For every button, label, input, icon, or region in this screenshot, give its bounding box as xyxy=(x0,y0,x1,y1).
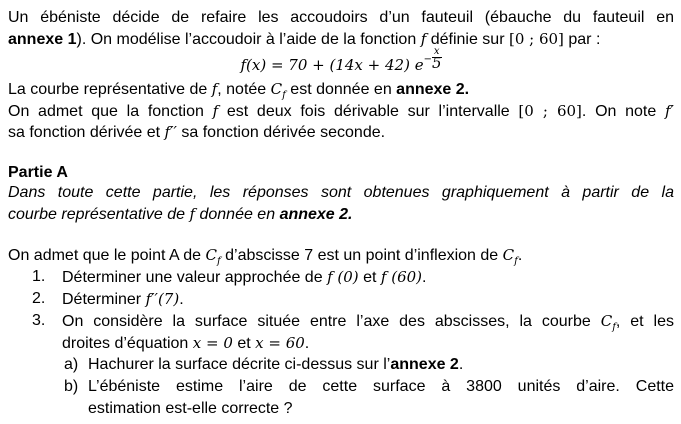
inflexion-text-1: On admet que le point A de xyxy=(8,247,202,264)
question-3-part-a: On considère la surface située entre l’axe des abscisses, la courbe xyxy=(62,313,591,330)
function-f: f xyxy=(420,30,427,48)
curve-c: C xyxy=(270,80,283,98)
curve-c-3: C xyxy=(502,246,515,264)
annexe-1-ref: annexe 1 xyxy=(8,31,77,48)
question-3b-line-1: L’ébéniste estime l’aire de cette surface à 3800 unités d’aire. Cette xyxy=(88,378,674,395)
formula-main: f(x) = 70 + (14x + 42) e xyxy=(240,56,424,74)
function-f-2: f xyxy=(211,80,218,98)
curve-cf-4 xyxy=(600,312,616,333)
question-3-and: et xyxy=(237,335,251,352)
intro-line-2 xyxy=(8,29,674,50)
formula-exp-fraction xyxy=(431,46,442,73)
question-1-number: 1. xyxy=(32,268,46,285)
intro-line-6 xyxy=(8,122,674,143)
line-x-60: x = 60 xyxy=(255,334,305,352)
question-3-period: . xyxy=(304,335,310,352)
instruction-text-3: donnée en xyxy=(199,206,276,223)
function-f-3: f xyxy=(212,102,219,120)
part-a-title xyxy=(8,163,674,183)
intro-text-1: Un ébéniste décide de refaire les accoudoirs d’un fauteuil (ébauche du fauteuil en xyxy=(8,9,674,26)
question-1-and: et xyxy=(363,269,377,286)
question-1-period: . xyxy=(422,269,427,286)
question-3b-letter: b) xyxy=(64,378,79,395)
part-a-instruction-2 xyxy=(8,204,674,225)
intro-text-9: est deux fois dérivable sur l’intervalle xyxy=(226,103,510,120)
curve-cf-2 xyxy=(205,246,221,267)
curve-cf-3 xyxy=(502,246,518,267)
instruction-text-2: courbe représentative de xyxy=(8,206,185,223)
f-second: f′′ xyxy=(164,123,177,141)
interval: [0 ; 60] xyxy=(508,30,564,48)
f-of-0: f (0) xyxy=(327,268,359,286)
intro-text-6: , notée xyxy=(217,81,267,98)
intro-text-4: par : xyxy=(568,31,601,48)
question-1-text xyxy=(62,267,674,288)
intro-text-3: définie sur xyxy=(430,31,505,48)
inflexion-period: . xyxy=(517,247,523,264)
intro-text-11: sa fonction dérivée et xyxy=(8,124,161,141)
question-3-number: 3. xyxy=(32,312,46,329)
question-2-period: . xyxy=(179,291,184,308)
annexe-2-ref-2: annexe 2 xyxy=(279,206,349,223)
part-a-instruction-1 xyxy=(8,183,674,203)
inflexion-text-2: d’abscisse 7 est un point d’inflexion de xyxy=(225,247,499,264)
part-a-heading: Partie A xyxy=(8,164,68,181)
line-x-0: x = 0 xyxy=(192,334,233,352)
function-f-4: f xyxy=(189,205,196,223)
curve-sub: f xyxy=(282,90,286,101)
curve-cf xyxy=(270,80,286,101)
formula-exp-minus: − xyxy=(423,54,432,65)
question-2-part-a: Déterminer xyxy=(62,291,142,308)
curve-c-2: C xyxy=(205,246,217,264)
annexe-2-ref-3: annexe 2 xyxy=(390,356,459,373)
intro-period: . xyxy=(464,81,470,98)
f-second-of-7: f′′(7) xyxy=(145,290,180,308)
f-of-60: f (60) xyxy=(380,268,423,286)
intro-line-1 xyxy=(8,8,674,28)
question-1-part-a: Déterminer une valeur approchée de xyxy=(62,269,323,286)
curve-sub-4: f xyxy=(612,322,616,333)
question-3a-letter: a) xyxy=(64,356,79,373)
curve-sub-3: f xyxy=(514,256,518,267)
question-3b-line-2 xyxy=(88,399,674,419)
intro-text-12: sa fonction dérivée seconde. xyxy=(181,124,386,141)
intro-text-10: . On note xyxy=(581,103,657,120)
intro-line-5 xyxy=(8,101,674,122)
annexe-2-ref: annexe 2 xyxy=(396,81,465,98)
exp-numerator: x xyxy=(433,46,440,58)
question-3a-period: . xyxy=(458,356,464,373)
question-2-text xyxy=(62,289,674,310)
question-3a-part-1: Hachurer la surface décrite ci-dessus sur l’ xyxy=(88,356,391,373)
intro-text-8: On admet que la fonction xyxy=(8,103,204,120)
intro-text-2: ). On modélise l’accoudoir à l’aide de la fonction xyxy=(76,31,417,48)
formula-line xyxy=(8,46,674,78)
question-3b-text-2: estimation est-elle correcte ? xyxy=(88,400,293,417)
question-3-part-c: , et les xyxy=(615,313,674,330)
f-prime: f′ xyxy=(665,102,674,120)
instruction-text-1: Dans toute cette partie, les réponses sont obtenues graphiquement à partir de la xyxy=(8,184,674,201)
exp-denominator: 5 xyxy=(431,54,442,73)
curve-c-4: C xyxy=(600,312,613,330)
interval-2: [0 ; 60] xyxy=(518,102,582,120)
intro-text-7: est donnée en xyxy=(290,81,392,98)
question-3-line-2 xyxy=(62,333,674,354)
question-3a-text xyxy=(88,355,674,375)
question-3-part-d: droites d’équation xyxy=(62,335,189,352)
curve-sub-2: f xyxy=(216,256,221,267)
instruction-period: . xyxy=(348,206,353,223)
question-2-number: 2. xyxy=(32,290,46,307)
intro-text-5: La courbe représentative de xyxy=(8,81,208,98)
